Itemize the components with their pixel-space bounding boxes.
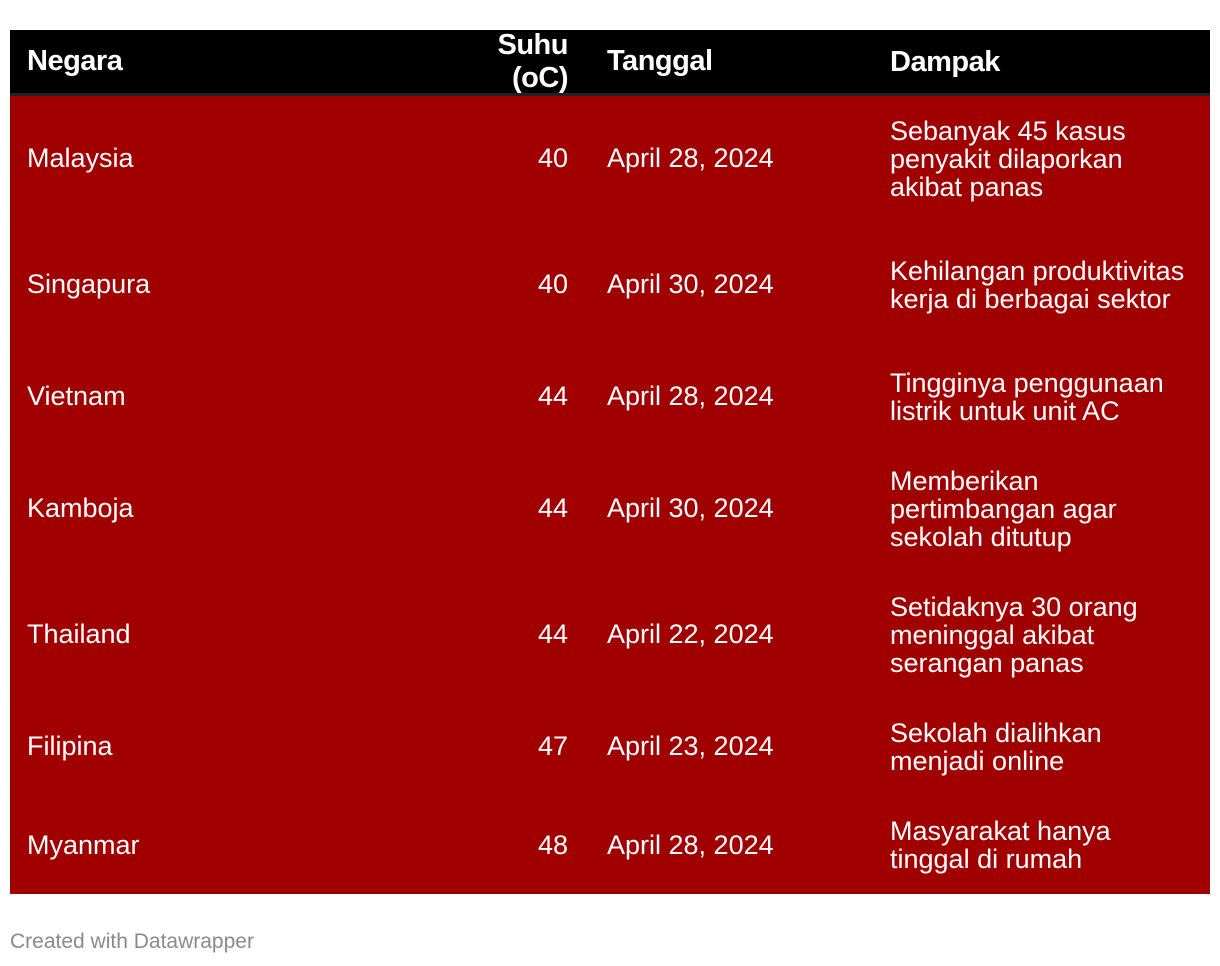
cell-dampak: Memberikan pertimbangan agar sekolah ditutup bbox=[890, 465, 1117, 552]
cell-negara: Thailand bbox=[27, 619, 131, 649]
cell-dampak: Sekolah dialihkan menjadi online bbox=[890, 717, 1102, 776]
table-row bbox=[10, 222, 1210, 348]
cell-suhu: 40 bbox=[537, 269, 568, 299]
cell-dampak: Masyarakat hanya tinggal di rumah bbox=[890, 816, 1111, 874]
cell-tanggal: April 28, 2024 bbox=[607, 381, 774, 411]
cell-tanggal: April 28, 2024 bbox=[607, 143, 774, 173]
datawrapper-credit[interactable]: Created with Datawrapper bbox=[10, 930, 254, 953]
cell-tanggal: April 28, 2024 bbox=[607, 829, 774, 860]
cell-suhu: 48 bbox=[537, 829, 568, 860]
table-row bbox=[10, 348, 1210, 446]
cell-negara: Kamboja bbox=[27, 493, 134, 523]
column-header-dampak[interactable]: Dampak bbox=[890, 45, 1000, 78]
cell-dampak: Sebanyak 45 kasus penyakit dilaporkan akibat panas bbox=[890, 115, 1126, 202]
cell-tanggal: April 23, 2024 bbox=[607, 731, 774, 761]
data-table bbox=[10, 30, 1210, 894]
cell-suhu: 47 bbox=[537, 731, 568, 761]
cell-dampak: Tingginya penggunaan listrik untuk unit AC bbox=[890, 367, 1164, 426]
table-row bbox=[10, 698, 1210, 796]
cell-dampak: Kehilangan produktivitas kerja di berbagai sektor bbox=[890, 255, 1185, 314]
cell-suhu: 44 bbox=[537, 619, 568, 649]
cell-suhu: 44 bbox=[537, 493, 568, 523]
cell-tanggal: April 22, 2024 bbox=[607, 619, 774, 649]
column-header-tanggal[interactable]: Tanggal bbox=[607, 45, 713, 77]
cell-negara: Myanmar bbox=[27, 829, 140, 860]
table-row bbox=[10, 796, 1210, 894]
table-row bbox=[10, 446, 1210, 572]
table-row bbox=[10, 96, 1210, 222]
cell-suhu: 40 bbox=[537, 143, 568, 173]
cell-dampak: Setidaknya 30 orang meninggal akibat serangan panas bbox=[890, 591, 1138, 678]
cell-tanggal: April 30, 2024 bbox=[607, 493, 774, 523]
column-header-negara[interactable]: Negara bbox=[27, 45, 123, 77]
table-row bbox=[10, 572, 1210, 698]
cell-negara: Vietnam bbox=[27, 381, 126, 411]
column-header-suhu[interactable]: Suhu (oC) bbox=[497, 28, 568, 94]
table-header bbox=[10, 30, 1210, 96]
cell-suhu: 44 bbox=[537, 381, 568, 411]
cell-tanggal: April 30, 2024 bbox=[607, 269, 774, 299]
cell-negara: Filipina bbox=[27, 731, 113, 761]
cell-negara: Singapura bbox=[27, 269, 151, 299]
cell-negara: Malaysia bbox=[27, 143, 134, 173]
